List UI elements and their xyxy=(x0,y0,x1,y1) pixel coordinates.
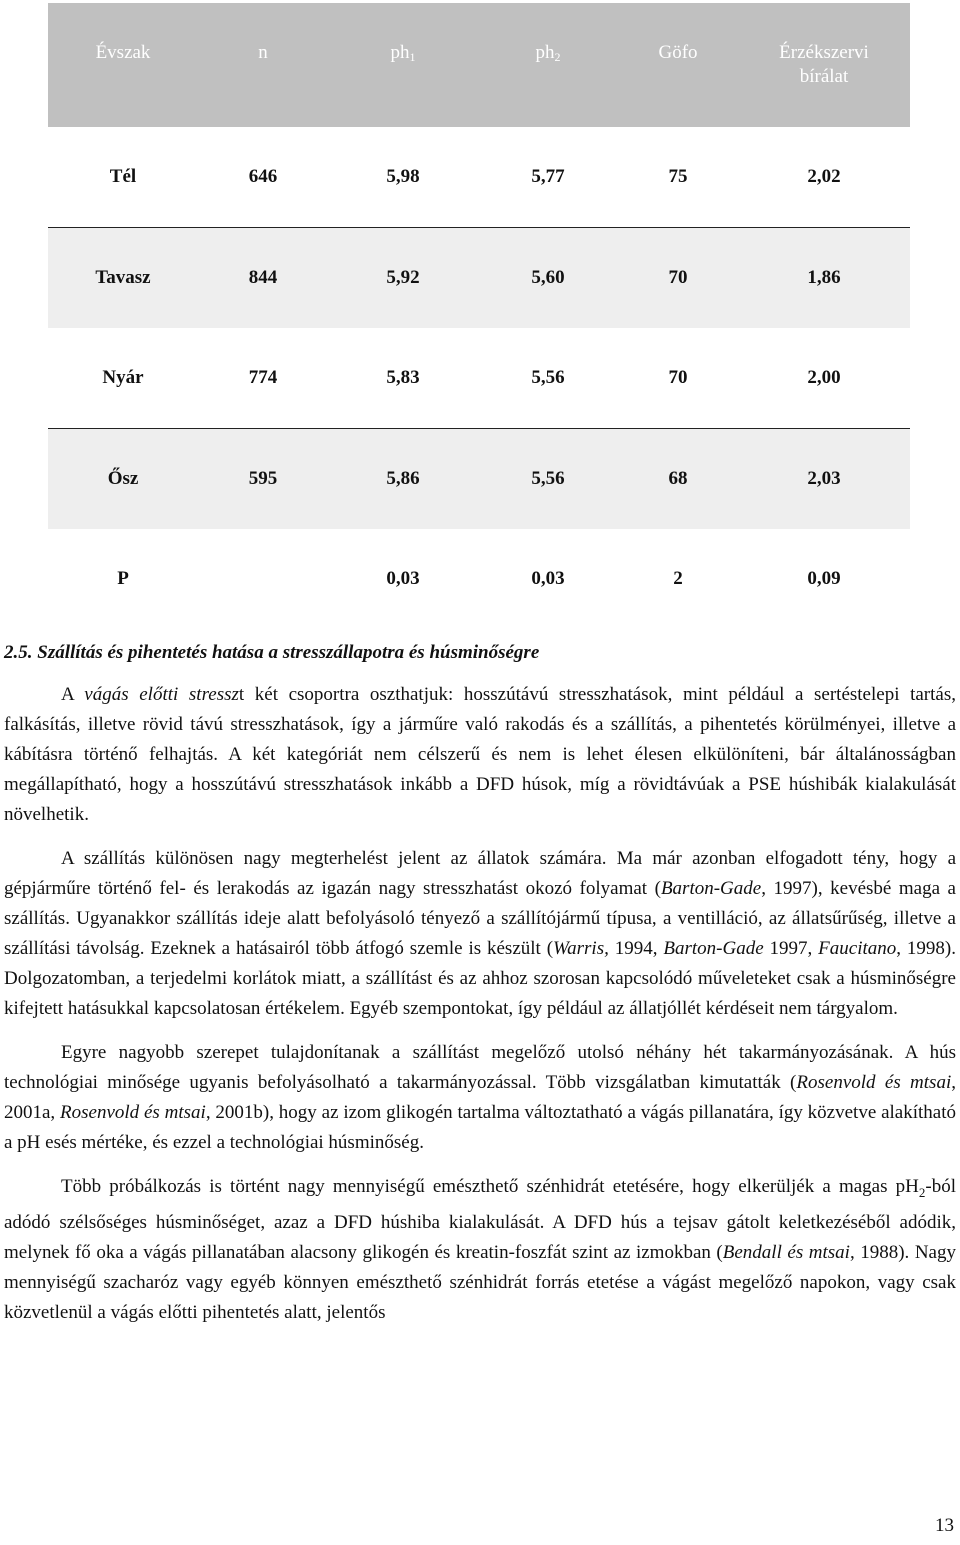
table-cell: 0,03 xyxy=(386,568,420,589)
table-cell: 2,02 xyxy=(807,166,841,187)
table-cell: 5,60 xyxy=(531,267,565,288)
table-cell: 70 xyxy=(668,367,688,388)
table-row xyxy=(48,428,910,529)
table-cell: 774 xyxy=(248,367,278,388)
table-cell: Ősz xyxy=(107,468,139,489)
table-cell: 5,56 xyxy=(531,367,565,388)
table-cell: Nyár xyxy=(102,367,144,388)
table-cell: 1,86 xyxy=(807,267,841,288)
paragraph: A vágás előtti stresszt két csoportra oszthatjuk: hosszútávú stresszhatások, mint például a sertéstelepi tartás, falkásítás, illetve rövid távú stresszhatások, így a járműre való rakodás és a szállítás, a pihentetés körülményei, illetve a kábításra történő felhajtás. A két kategóriát nem célszerű és nem is lehet élesen elkülöníteni, bár általánosságban megállapítható, hogy a hosszútávú stresszhatások inkább a DFD húsok, míg a rövidtávúak a PSE húshibák kialakulását növelhetik. xyxy=(4,684,956,825)
table-cell: 595 xyxy=(248,468,278,489)
table-cell: 0,09 xyxy=(807,568,841,589)
page-number: 13 xyxy=(935,1515,954,1536)
body-text xyxy=(4,680,956,1342)
table-cell: 844 xyxy=(248,267,278,288)
table-cell: 5,83 xyxy=(386,367,420,388)
table-cell: 5,98 xyxy=(386,166,420,187)
section-title: 2.5. Szállítás és pihentetés hatása a stresszállapotra és húsminőségre xyxy=(4,642,540,663)
table-row xyxy=(48,529,910,629)
table-cell: Tavasz xyxy=(95,267,151,288)
table-cell: 0,03 xyxy=(531,568,565,589)
table-cell: 5,77 xyxy=(531,166,565,187)
header-cell: Göfo xyxy=(658,42,698,63)
table-row xyxy=(48,127,910,227)
header-cell: n xyxy=(258,42,268,63)
header-cell: $ph_1$ xyxy=(390,42,416,64)
table-cell: 70 xyxy=(668,267,688,288)
season-table xyxy=(48,3,910,629)
table-cell: 68 xyxy=(668,468,688,489)
table-cell: 2 xyxy=(673,568,683,589)
paragraph: Több próbálkozás is történt nagy mennyiségű emészthető szénhidrát etetésére, hogy elkerüljék a magas $pH_2$-ból adódó szélsőséges húsminőséget, azaz a DFD húshiba kialakulását. A DFD hús a tejsav gátolt keletkezéséből adódik, melynek fő oka a vágás pillanatában alacsony glikogén és kreatin-foszfát szint az izmokban (Bendall és mtsai, 1988). Nagy mennyiségű szacharóz vagy egyéb könnyen emészthető szénhidrát forrás etetése a vágást megelőző napokon, vagy csak közvetlenül a vágás előtti pihentetés alatt, jelentős xyxy=(4,1176,956,1323)
table-row xyxy=(48,227,910,328)
table-cell: 2,03 xyxy=(807,468,841,489)
table-row xyxy=(48,328,910,428)
paragraph: A szállítás különösen nagy megterhelést jelent az állatok számára. Ma már azonban elfogadott tény, hogy a gépjárműre történő fel- és lerakodás az igazán nagy stresszhatást okozó folyamat (Barton-Gade, 1997), kevésbé maga a szállítás. Ugyanakkor szállítás ideje alatt befolyásoló tényező a szállítójármű típusa, a ventilláció, az állatsűrűség, illetve a szállítási távolság. Ezeknek a hatásairól több átfogó szemle is készült (Warris, 1994, Barton-Gade 1997, Faucitano, 1998). Dolgozatomban, a terjedelmi korlátok miatt, a szállítást és az ahhoz szorosan kapcsolódó műveleteket csak a húsminőségre kifejtett hatásukkal kapcsolatosan értékelem. Egyéb szempontokat, így például az állatjóllét kérdéseit nem tárgyalom. xyxy=(4,848,956,1019)
header-cell: $ph_2$ xyxy=(535,42,561,64)
table-cell: P xyxy=(117,568,129,589)
table-cell: 75 xyxy=(668,166,688,187)
table-cell: 5,86 xyxy=(386,468,420,489)
header-cell: Évszak xyxy=(95,42,151,63)
table-cell: 646 xyxy=(248,166,278,187)
table-cell: 5,92 xyxy=(386,267,420,288)
header-cell: Érzékszervi bírálat xyxy=(779,42,869,87)
table-cell: 2,00 xyxy=(807,367,841,388)
table-cell: 5,56 xyxy=(531,468,565,489)
table-cell: Tél xyxy=(109,166,137,187)
paragraph: Egyre nagyobb szerepet tulajdonítanak a szállítást megelőző utolsó néhány hét takarmányozásának. A hús technológiai minősége ugyanis befolyásolható a takarmányozással. Több vizsgálatban kimutatták (Rosenvold és mtsai, 2001a, Rosenvold és mtsai, 2001b), hogy az izom glikogén tartalma változtatható a vágás pillanatára, így közvetve alakítható a pH esés mértéke, és ezzel a technológiai húsminőség. xyxy=(4,1042,957,1153)
table-header-row xyxy=(48,3,910,127)
